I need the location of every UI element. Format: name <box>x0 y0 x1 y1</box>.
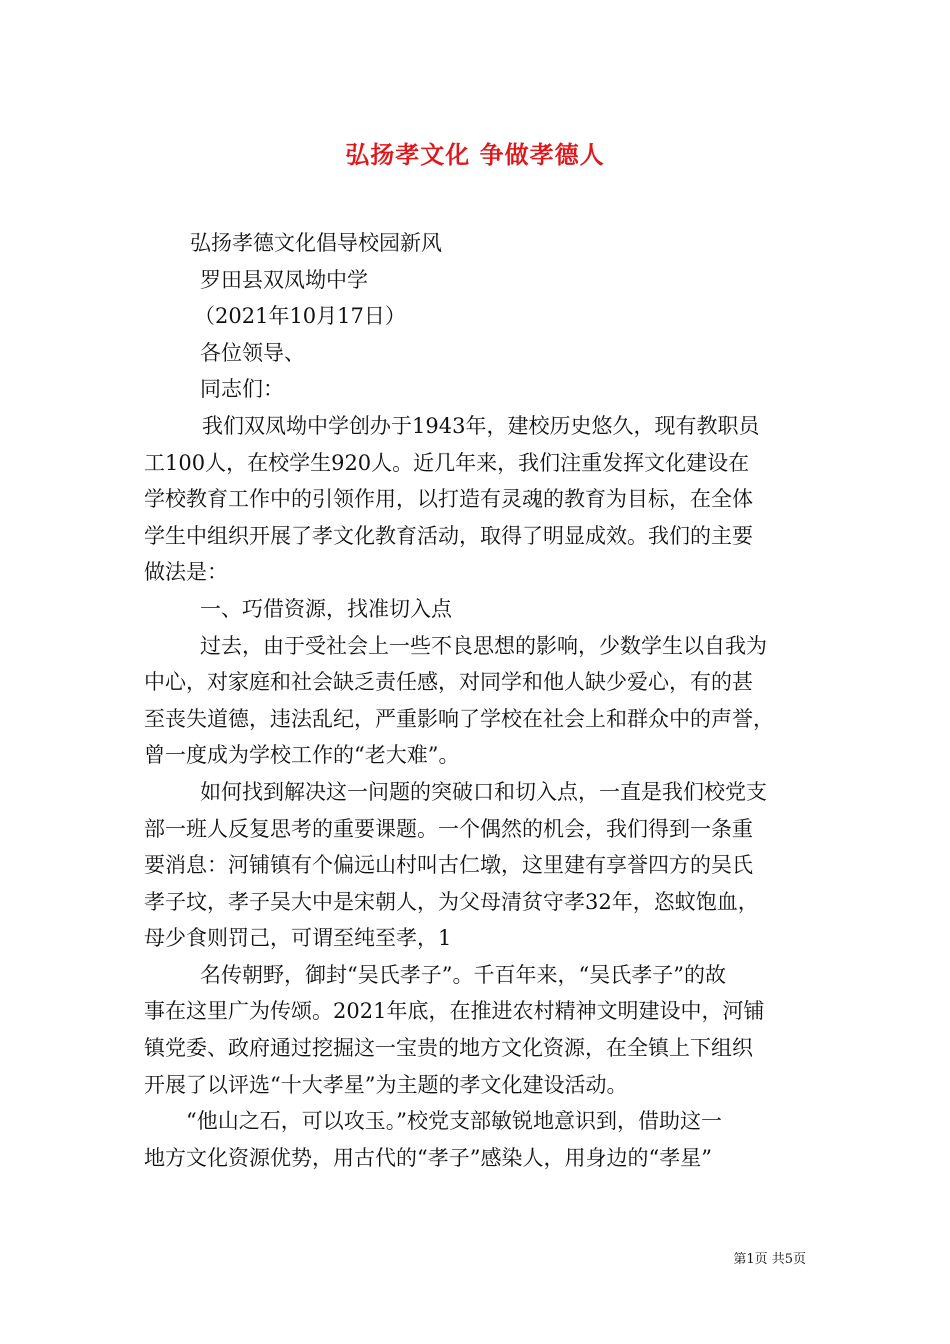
paragraph-line: 如何找到解决这一问题的突破口和切入点，一直是我们校党支 <box>200 779 767 804</box>
paragraph-line: 曾一度成为学校工作的“老大难”。 <box>144 743 460 768</box>
page-number-footer <box>733 1248 806 1267</box>
date-line: （2021年10月17日） <box>194 304 406 329</box>
paragraph-line: 名传朝野，御封“吴氏孝子”。千百年来，“吴氏孝子”的故 <box>200 962 726 987</box>
paragraph-line: 部一班人反复思考的重要课题。一个偶然的机会，我们得到一条重 <box>144 816 753 841</box>
paragraph-line: 地方文化资源优势，用古代的“孝子”感染人，用身边的“孝星” <box>144 1145 712 1170</box>
school-name-line: 罗田县双凤坳中学 <box>200 267 368 292</box>
paragraph-line: 我们双凤坳中学创办于1943年，建校历史悠久，现有教职员 <box>202 413 760 438</box>
document-title: 弘扬孝文化 争做孝德人 <box>345 140 605 169</box>
paragraph-line: 孝子坟，孝子吴大中是宋朝人，为父母清贫守孝32年，恣蚊饱血， <box>144 889 759 914</box>
salutation-line: 同志们： <box>200 377 284 402</box>
paragraph-line: 母少食则罚己，可谓至纯至孝，1 <box>144 926 452 951</box>
paragraph-line: 镇党委、政府通过挖掘这一宝贵的地方文化资源，在全镇上下组织 <box>144 1036 753 1061</box>
page-number-label: 第1页 共5页 <box>733 1252 806 1267</box>
paragraph-line: 工100人，在校学生920人。近几年来，我们注重发挥文化建设在 <box>144 450 750 475</box>
salutation-line: 各位领导、 <box>200 340 305 365</box>
paragraph-line: 做法是： <box>144 560 228 585</box>
paragraph-line: 事在这里广为传颂。2021年底，在推进农村精神文明建设中，河铺 <box>144 999 765 1024</box>
paragraph-line: 至丧失道德，违法乱纪，严重影响了学校在社会上和群众中的声誉， <box>144 706 774 731</box>
paragraph-line: 学生中组织开展了孝文化教育活动，取得了明显成效。我们的主要 <box>144 523 753 548</box>
paragraph-line: 学校教育工作中的引领作用，以打造有灵魂的教育为目标，在全体 <box>144 487 753 512</box>
paragraph-line: 中心，对家庭和社会缺乏责任感，对同学和他人缺少爱心，有的甚 <box>144 670 753 695</box>
paragraph-line: “他山之石，可以攻玉。”校党支部敏锐地意识到，借助这一 <box>186 1109 722 1134</box>
paragraph-line: 过去，由于受社会上一些不良思想的影响，少数学生以自我为 <box>200 633 767 658</box>
section-heading: 一、巧借资源，找准切入点 <box>200 596 452 621</box>
paragraph-line: 要消息：河铺镇有个偏远山村叫古仁墩，这里建有享誉四方的吴氏 <box>144 853 753 878</box>
paragraph-line: 开展了以评选“十大孝星”为主题的孝文化建设活动。 <box>144 1072 628 1097</box>
document-body <box>144 225 824 1176</box>
subtitle-line: 弘扬孝德文化倡导校园新风 <box>190 231 442 255</box>
